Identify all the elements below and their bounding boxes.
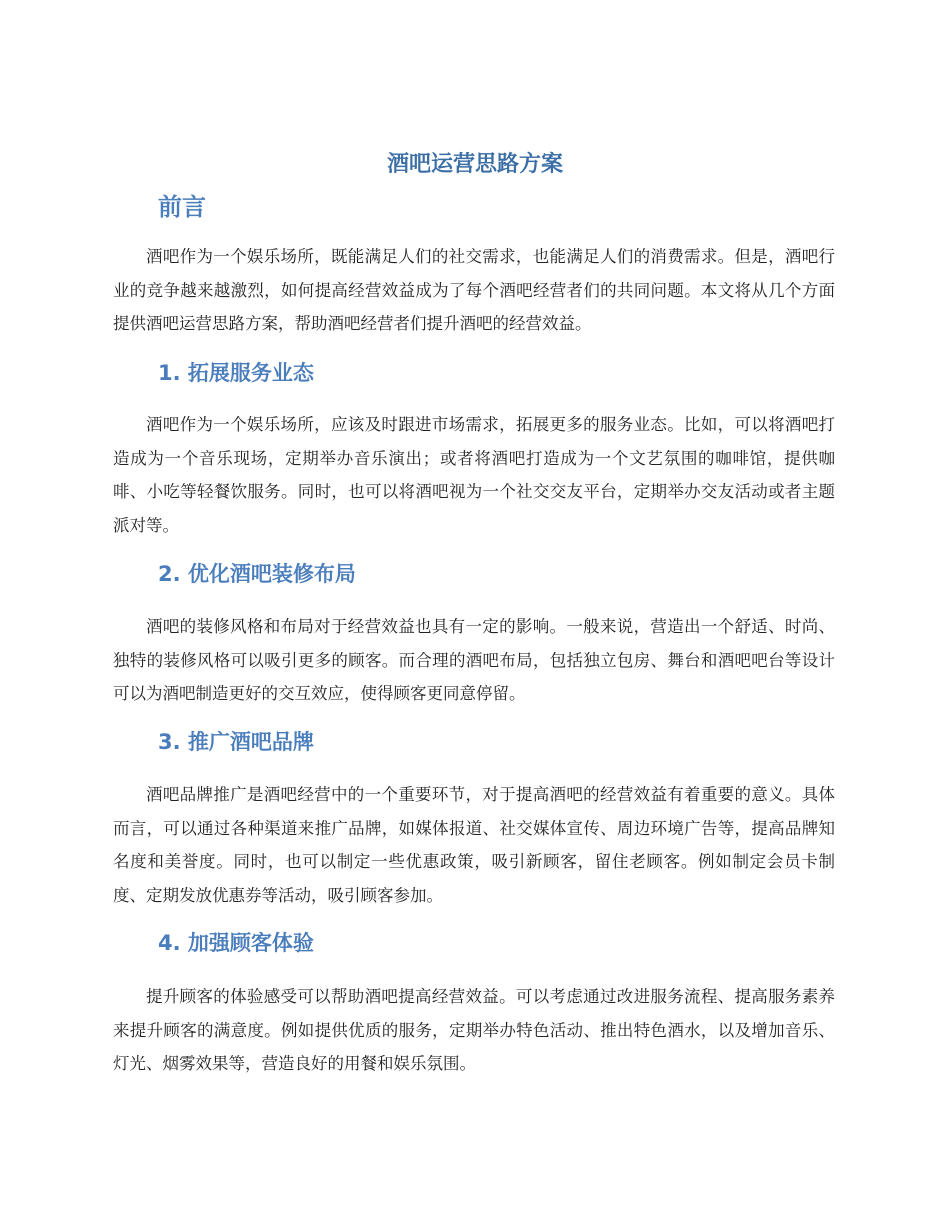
section-1-heading: 1. 拓展服务业态 <box>158 361 314 385</box>
section-4-heading: 4. 加强顾客体验 <box>158 931 314 955</box>
section-1-paragraph: 酒吧作为一个娱乐场所，应该及时跟进市场需求，拓展更多的服务业态。比如，可以将酒吧打造成为一个音乐现场，定期举办音乐演出；或者将酒吧打造成为一个文艺氛围的咖啡馆，提供咖啡、小吃等轻餐饮服务。同时，也可以将酒吧视为一个社交交友平台，定期举办交友活动或者主题派对等。 <box>113 415 835 535</box>
section-2-heading: 2. 优化酒吧装修布局 <box>158 562 356 586</box>
document-title: 酒吧运营思路方案 <box>386 152 563 177</box>
section-4-paragraph: 提升顾客的体验感受可以帮助酒吧提高经营效益。可以考虑通过改进服务流程、提高服务素养来提升顾客的满意度。例如提供优质的服务，定期举办特色活动、推出特色酒水，以及增加音乐、灯光、烟雾效果等，营造良好的用餐和娱乐氛围。 <box>113 987 835 1073</box>
section-3-heading: 3. 推广酒吧品牌 <box>158 730 314 754</box>
section-3-paragraph: 酒吧品牌推广是酒吧经营中的一个重要环节，对于提高酒吧的经营效益有着重要的意义。具体而言，可以通过各种渠道来推广品牌，如媒体报道、社交媒体宣传、周边环境广告等，提高品牌知名度和美誉度。同时，也可以制定一些优惠政策，吸引新顾客，留住老顾客。例如制定会员卡制度、定期发放优惠券等活动，吸引顾客参加。 <box>113 785 835 905</box>
section-2-paragraph: 酒吧的装修风格和布局对于经营效益也具有一定的影响。一般来说，营造出一个舒适、时尚、独特的装修风格可以吸引更多的顾客。而合理的酒吧布局，包括独立包房、舞台和酒吧吧台等设计可以为酒吧制造更好的交互效应，使得顾客更同意停留。 <box>113 617 835 703</box>
preface-paragraph: 酒吧作为一个娱乐场所，既能满足人们的社交需求，也能满足人们的消费需求。但是，酒吧行业的竞争越来越激烈，如何提高经营效益成为了每个酒吧经营者们的共同问题。本文将从几个方面提供酒吧运营思路方案，帮助酒吧经营者们提升酒吧的经营效益。 <box>113 247 835 333</box>
preface-heading: 前言 <box>158 193 206 221</box>
